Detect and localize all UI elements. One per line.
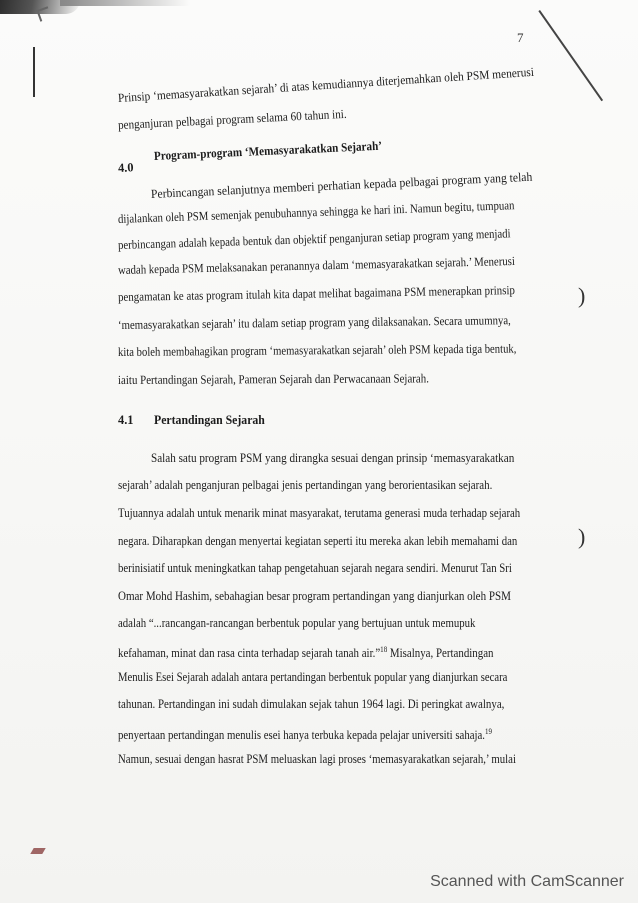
margin-paren-2: ) [578,524,586,549]
para-4-1-line-11-text: penyertaan pertandingan menulis esei hanya terbuka kepada pelajar universiti sahaja. [118,728,485,743]
para-4-0-line-4: wadah kepada PSM melaksanakan peranannya dalam ‘memasyarakatkan sejarah.’ Menerusi [117,253,516,277]
camscanner-watermark: Scanned with CamScanner [430,873,624,890]
corner-fold-line [538,10,603,101]
para-4-1-line-1: Salah satu program PSM yang dirangka sesuai dengan prinsip ‘memasyarakatkan [151,451,515,465]
para-4-0-line-5: pengamatan ke atas program itulah kita dapat melihat bagaimana PSM menerapkan prinsip [117,283,516,304]
section-title-4-0: Program-program ‘Memasyarakatkan Sejarah’ [153,138,383,163]
para-4-1-line-7: adalah “...rancangan-rancangan berbentuk popular yang bertujuan untuk memupuk [118,616,476,630]
para-4-1-line-4: negara. Diharapkan dengan menyertai kegiatan seperti itu mereka akan lebih memahami dan [118,534,518,548]
scan-edge-shadow-2 [60,0,190,6]
margin-paren-1: ) [578,283,586,308]
intro-line-1: Prinsip ‘memasyarakatkan sejarah’ di atas kemudiannya diterjemahkan oleh PSM menerusi [117,64,535,105]
para-4-1-line-9: Menulis Esei Sejarah adalah antara pertandingan berbentuk popular yang dianjurkan secara [118,670,508,684]
section-number-4-1: 4.1 [118,413,134,427]
para-4-1-line-2: sejarah’ adalah penganjuran pelbagai jenis pertandingan yang berorientasikan sejarah. [118,478,493,492]
section-title-4-1: Pertandingan Sejarah [154,413,265,427]
footnote-marker-19: 19 [484,727,492,736]
para-4-0-line-2: dijalankan oleh PSM semenjak penubuhannya sehingga ke hari ini. Namun begitu, tumpuan [117,198,515,226]
para-4-1-line-11 [118,724,492,743]
bottom-edge-mark [30,848,45,854]
intro-line-2: penganjuran pelbagai program selama 60 tahun ini. [117,106,347,132]
para-4-1-line-5: berinisiatif untuk meningkatkan tahap pengetahuan sejarah negara sendiri. Menurut Tan Sri [118,561,512,575]
para-4-0-line-3: perbincangan adalah kepada bentuk dan objektif penganjuran setiap program yang menjadi [117,226,511,252]
para-4-1-line-8-text: kefahaman, minat dan rasa cinta terhadap sejarah tanah air.” [118,646,381,661]
page-number: 7 [517,30,524,45]
para-4-0-line-8: iaitu Pertandingan Sejarah, Pameran Sejarah dan Perwacanaan Sejarah. [117,371,429,387]
para-4-0-line-1: Perbincangan selanjutnya memberi perhatian kepada pelbagai program yang telah [150,169,533,201]
para-4-1-line-8-cont: Misalnya, Pertandingan [387,646,494,661]
para-4-0-line-7: kita boleh membahagikan program ‘memasyarakatkan sejarah’ oleh PSM kepada tiga bentuk, [117,341,517,359]
para-4-0-line-6: ‘memasyarakatkan sejarah’ itu dalam setiap program yang dilaksanakan. Secara umumnya, [117,313,511,332]
para-4-1-line-6: Omar Mohd Hashim, sebahagian besar program pertandingan yang dianjurkan oleh PSM [118,589,511,603]
para-4-1-line-8 [118,642,494,661]
para-4-1-line-10: tahunan. Pertandingan ini sudah dimulakan sejak tahun 1964 lagi. Di peringkat awalnya, [118,697,505,711]
margin-mark [33,47,35,97]
footnote-marker-18: 18 [380,645,388,654]
section-number-4-0: 4.0 [117,160,134,175]
para-4-1-line-12: Namun, sesuai dengan hasrat PSM meluaskan lagi proses ‘memasyarakatkan sejarah,’ mulai [118,752,516,766]
para-4-1-line-3: Tujuannya adalah untuk menarik minat masyarakat, terutama generasi muda terhadap sejarah [118,506,521,520]
